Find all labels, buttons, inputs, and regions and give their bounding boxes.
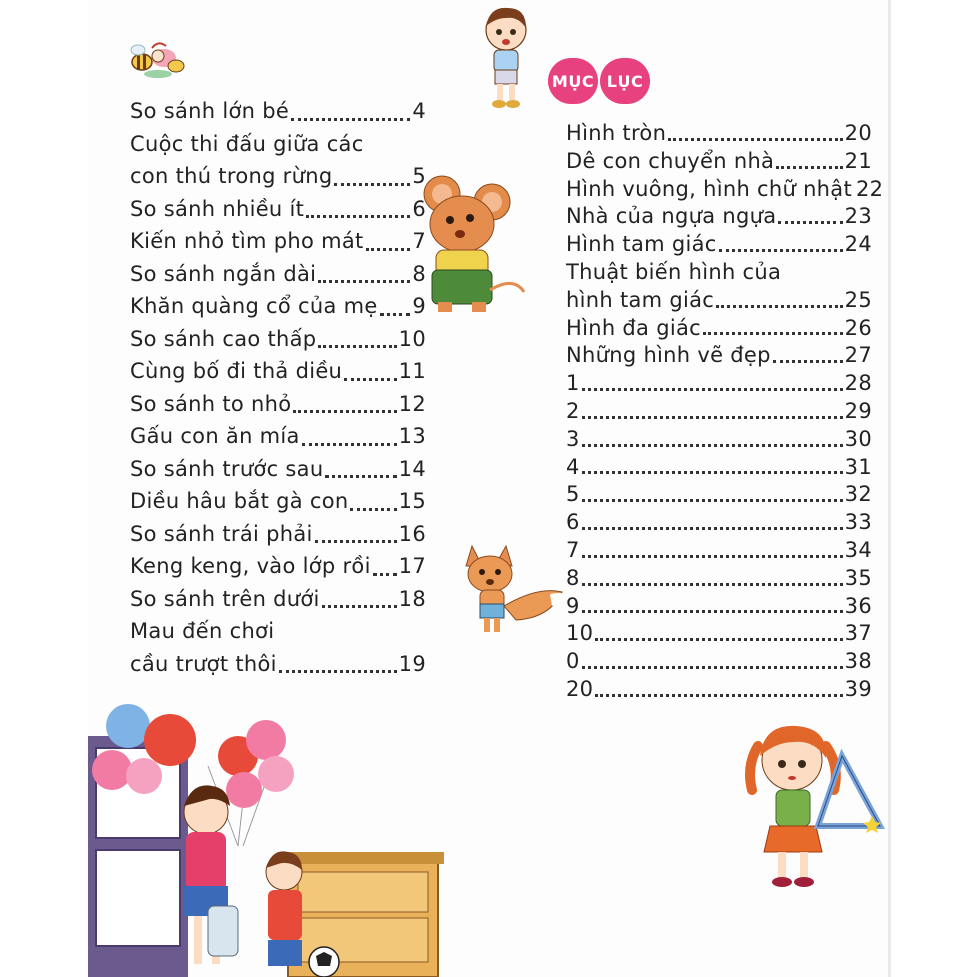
dot-leader bbox=[366, 248, 411, 251]
toc-entry[interactable] bbox=[130, 550, 426, 583]
toc-entry[interactable] bbox=[130, 290, 426, 323]
toc-entry-page: 9 bbox=[412, 294, 426, 318]
toc-entry[interactable] bbox=[566, 426, 872, 454]
toc-entry[interactable] bbox=[566, 620, 872, 648]
toc-entry-page: 13 bbox=[398, 424, 426, 448]
toc-entry-title: So sánh trước sau bbox=[130, 456, 324, 481]
dot-leader bbox=[773, 360, 843, 363]
toc-entry-title: 1 bbox=[566, 371, 580, 396]
dot-leader bbox=[318, 345, 396, 348]
toc-entry[interactable] bbox=[566, 176, 884, 204]
dot-leader bbox=[595, 694, 842, 697]
toc-entry[interactable] bbox=[130, 388, 426, 421]
toc-entry[interactable] bbox=[566, 231, 872, 259]
toc-entry-page: 12 bbox=[398, 391, 426, 416]
toc-entry-title: 5 bbox=[566, 482, 580, 507]
toc-entry[interactable] bbox=[130, 355, 426, 388]
toc-entry[interactable] bbox=[566, 148, 872, 176]
toc-entry[interactable] bbox=[130, 160, 426, 193]
toc-left-column bbox=[130, 95, 426, 680]
toc-entry[interactable] bbox=[566, 342, 872, 370]
dot-leader bbox=[315, 540, 397, 543]
toc-entry[interactable] bbox=[566, 537, 872, 565]
toc-entry-page: 29 bbox=[844, 398, 872, 423]
toc-entry-title: Dê con chuyển nhà bbox=[566, 148, 775, 173]
toc-entry[interactable] bbox=[130, 518, 426, 551]
toc-entry-title: Cùng bố đi thả diều bbox=[130, 359, 343, 383]
toc-entry-page: 14 bbox=[398, 456, 426, 481]
dot-leader bbox=[582, 416, 843, 419]
dot-leader bbox=[306, 215, 410, 218]
toc-entry-title: So sánh ngắn dài bbox=[130, 261, 317, 286]
toc-entry-page: 34 bbox=[844, 537, 872, 562]
toc-entry-page: 33 bbox=[844, 510, 872, 535]
toc-entry-page: 22 bbox=[856, 176, 884, 201]
toc-entry[interactable] bbox=[130, 225, 426, 258]
toc-entry[interactable] bbox=[130, 485, 426, 518]
toc-entry[interactable] bbox=[130, 323, 426, 356]
dot-leader bbox=[778, 221, 842, 224]
toc-entry[interactable] bbox=[566, 287, 872, 315]
toc-entry[interactable] bbox=[566, 676, 872, 704]
dot-leader bbox=[719, 249, 843, 252]
toc-entry-title: So sánh to nhỏ bbox=[130, 391, 292, 416]
dot-leader bbox=[716, 305, 843, 308]
toc-entry[interactable] bbox=[130, 648, 426, 681]
toc-entry[interactable] bbox=[130, 128, 426, 161]
toc-entry-title: Khăn quàng cổ của mẹ bbox=[130, 294, 378, 318]
toc-entry-title: Hình vuông, hình chữ nhật bbox=[566, 176, 852, 201]
toc-entry-title: Diều hâu bắt gà con bbox=[130, 489, 349, 513]
toc-entry-title: cầu trượt thôi bbox=[130, 651, 277, 676]
toc-entry-page: 21 bbox=[844, 148, 872, 173]
toc-entry[interactable] bbox=[130, 453, 426, 486]
dot-leader bbox=[582, 471, 843, 474]
toc-entry-title: So sánh lớn bé bbox=[130, 99, 290, 123]
dot-leader bbox=[595, 638, 842, 641]
dot-leader bbox=[318, 280, 410, 283]
dot-leader bbox=[582, 444, 843, 447]
dot-leader bbox=[293, 410, 396, 413]
dot-leader bbox=[291, 118, 410, 121]
toc-entry-page: 27 bbox=[844, 343, 872, 368]
toc-entry[interactable] bbox=[566, 481, 872, 509]
toc-entry-title: Nhà của ngựa ngựa bbox=[566, 204, 777, 229]
toc-entry-page: 31 bbox=[844, 454, 872, 479]
fox-cartoon bbox=[458, 540, 570, 638]
mouse-cartoon bbox=[414, 172, 534, 322]
toc-entry-page: 20 bbox=[844, 121, 872, 145]
toc-entry-page: 37 bbox=[844, 621, 872, 646]
toc-entry-page: 7 bbox=[412, 229, 426, 253]
dot-leader bbox=[344, 378, 397, 381]
toc-entry-page: 32 bbox=[844, 482, 872, 507]
dot-leader bbox=[325, 475, 396, 478]
toc-entry-page: 5 bbox=[412, 164, 426, 188]
toc-entry-title: Thuật biến hình của bbox=[566, 259, 782, 284]
toc-entry-title: Kiến nhỏ tìm pho mát bbox=[130, 229, 364, 253]
dot-leader bbox=[582, 610, 843, 613]
dot-leader bbox=[279, 670, 397, 673]
toc-entry[interactable] bbox=[130, 583, 426, 616]
toc-entry-title: 9 bbox=[566, 593, 580, 618]
toc-entry[interactable] bbox=[130, 193, 426, 226]
toc-entry-title: 4 bbox=[566, 454, 580, 479]
dot-leader bbox=[776, 166, 842, 169]
toc-entry-title: 0 bbox=[566, 649, 580, 674]
toc-entry[interactable] bbox=[130, 95, 426, 128]
page-margin-left bbox=[0, 0, 88, 977]
toc-entry-page: 30 bbox=[844, 426, 872, 451]
toc-entry-title: 20 bbox=[566, 676, 594, 701]
toc-entry-page: 4 bbox=[412, 99, 426, 123]
toc-entry-page: 39 bbox=[844, 676, 872, 701]
girl-with-triangle bbox=[744, 716, 888, 892]
toc-entry-title: Hình tròn bbox=[566, 121, 667, 145]
dot-leader bbox=[582, 583, 843, 586]
toc-entry-title: So sánh trái phải bbox=[130, 521, 313, 546]
toc-entry-page: 18 bbox=[398, 586, 426, 611]
toc-entry-title: Mau đến chơi bbox=[130, 619, 275, 643]
toc-entry[interactable] bbox=[566, 648, 872, 676]
toc-entry-page: 35 bbox=[844, 565, 872, 590]
toc-entry-title: So sánh cao thấp bbox=[130, 326, 317, 351]
toc-entry-title: So sánh nhiều ít bbox=[130, 196, 305, 221]
toc-entry-title: 7 bbox=[566, 537, 580, 562]
dot-leader bbox=[582, 499, 843, 502]
toc-entry-title: con thú trong rừng bbox=[130, 164, 333, 188]
toc-entry-title: Cuộc thi đấu giữa các bbox=[130, 131, 364, 156]
toc-entry-page: 8 bbox=[412, 261, 426, 286]
dot-leader bbox=[302, 443, 397, 446]
toc-entry-page: 16 bbox=[398, 521, 426, 546]
dot-leader bbox=[703, 332, 843, 335]
toc-entry-title: Keng keng, vào lớp rồi bbox=[130, 554, 371, 578]
toc-entry-title: Gấu con ăn mía bbox=[130, 424, 300, 448]
toc-entry-title: 6 bbox=[566, 510, 580, 535]
toc-entry-page: 38 bbox=[844, 649, 872, 674]
dot-leader bbox=[582, 555, 843, 558]
toc-entry-page: 23 bbox=[844, 204, 872, 229]
toc-entry-title: Hình đa giác bbox=[566, 315, 701, 340]
toc-entry[interactable] bbox=[566, 509, 872, 537]
toc-entry[interactable] bbox=[566, 203, 872, 231]
toc-entry[interactable] bbox=[130, 258, 426, 291]
dot-leader bbox=[322, 605, 397, 608]
toc-entry-page: 17 bbox=[398, 554, 426, 578]
toc-entry-page: 28 bbox=[844, 371, 872, 396]
toc-heading-word-1: MỤC bbox=[548, 58, 598, 104]
toc-entry[interactable] bbox=[566, 370, 872, 398]
toc-entry-page: 26 bbox=[844, 315, 872, 340]
toc-entry-title: So sánh trên dưới bbox=[130, 586, 320, 611]
toc-entry[interactable] bbox=[566, 315, 872, 343]
toc-entry-title: 8 bbox=[566, 565, 580, 590]
toc-entry-page: 19 bbox=[398, 651, 426, 676]
toc-entry[interactable] bbox=[566, 454, 872, 482]
dot-leader bbox=[582, 388, 843, 391]
toc-entry[interactable] bbox=[130, 420, 426, 453]
page-edge bbox=[888, 0, 891, 977]
toc-entry[interactable] bbox=[566, 593, 872, 621]
toc-entry-title: 10 bbox=[566, 621, 594, 646]
bees-icon bbox=[128, 40, 186, 82]
toc-entry-page: 10 bbox=[398, 326, 426, 351]
toc-entry-page: 24 bbox=[844, 232, 872, 257]
toc-heading-word-2: LỤC bbox=[600, 58, 650, 104]
dot-leader bbox=[582, 666, 843, 669]
toc-entry-title: 2 bbox=[566, 398, 580, 423]
dot-leader bbox=[373, 573, 397, 576]
toc-entry-page: 15 bbox=[398, 489, 426, 513]
toc-entry-title: Những hình vẽ đẹp bbox=[566, 343, 771, 368]
girl-with-balloons bbox=[88, 696, 448, 977]
toc-entry[interactable] bbox=[566, 565, 872, 593]
toc-entry[interactable] bbox=[566, 120, 872, 148]
toc-entry-title: hình tam giác bbox=[566, 287, 715, 312]
toc-entry-page: 25 bbox=[844, 287, 872, 312]
dot-leader bbox=[350, 508, 396, 511]
toc-entry-page: 11 bbox=[398, 359, 426, 383]
toc-heading bbox=[548, 58, 650, 104]
toc-entry-title: 3 bbox=[566, 426, 580, 451]
boy-cartoon bbox=[478, 4, 534, 112]
toc-entry[interactable] bbox=[566, 398, 872, 426]
toc-entry[interactable] bbox=[566, 259, 872, 287]
toc-entry-title: Hình tam giác bbox=[566, 232, 717, 257]
toc-entry[interactable] bbox=[130, 615, 426, 648]
toc-entry-page: 36 bbox=[844, 593, 872, 618]
toc-right-column bbox=[566, 120, 884, 704]
dot-leader bbox=[582, 527, 843, 530]
dot-leader bbox=[668, 138, 842, 141]
dot-leader bbox=[334, 183, 410, 186]
toc-entry-page: 6 bbox=[412, 196, 426, 221]
dot-leader bbox=[380, 313, 411, 316]
